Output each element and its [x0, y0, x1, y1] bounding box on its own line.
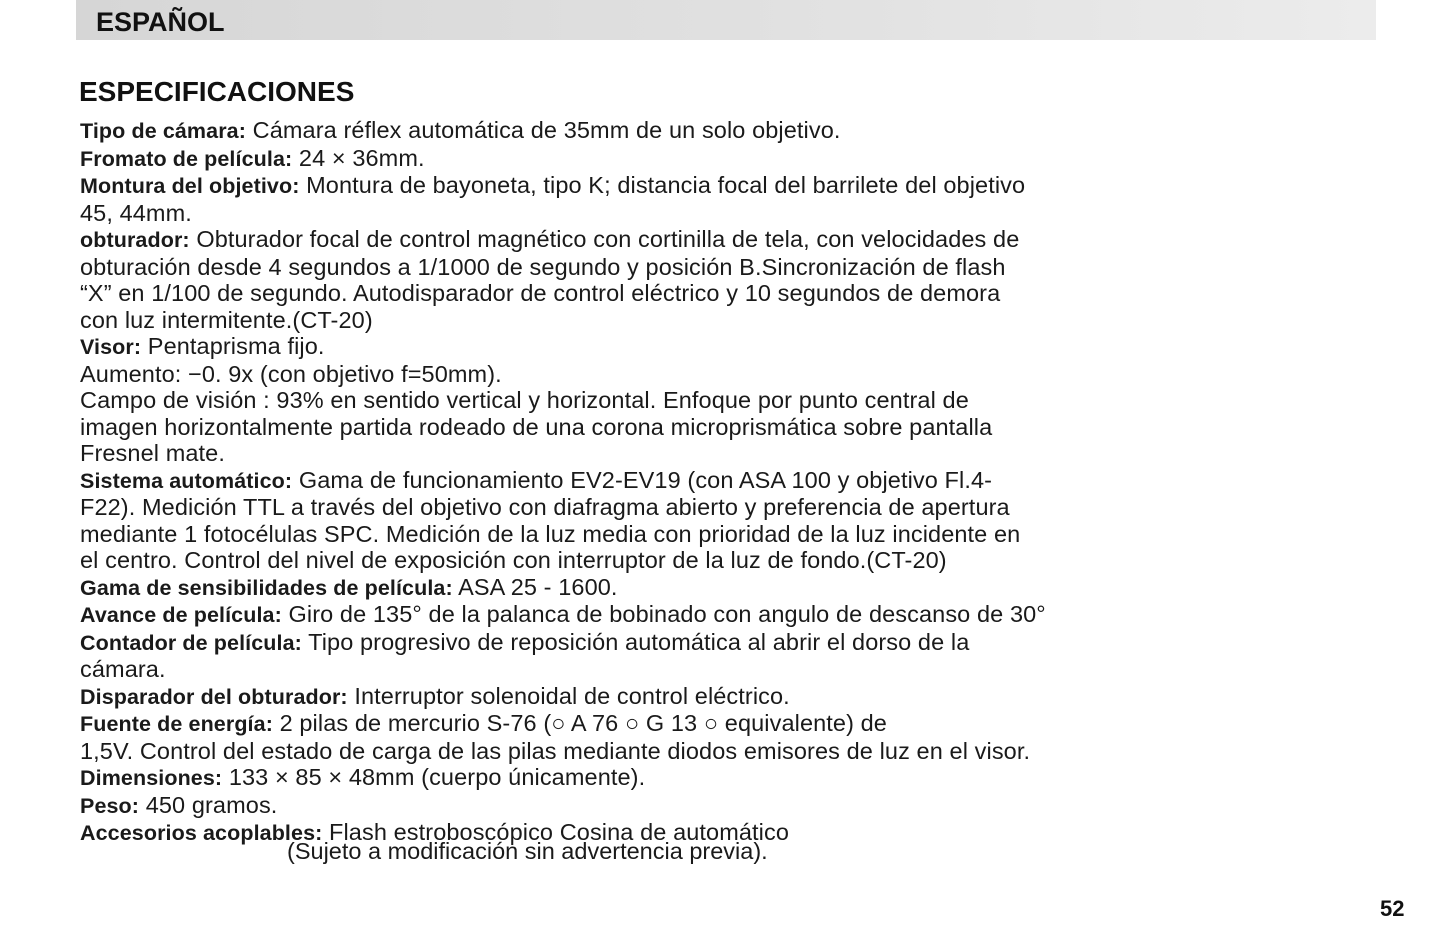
spec-value: 1,5V. Control del estado de carga de las pilas mediante diodos emisores de luz en el visor. — [80, 737, 1031, 764]
page-number: 52 — [1380, 896, 1405, 921]
spec-value: imagen horizontalmente partida rodeado de una corona microprismática sobre pantalla — [80, 413, 993, 440]
spec-auto-system — [80, 467, 1280, 574]
spec-dimensions — [80, 764, 1280, 792]
spec-weight — [80, 792, 1280, 820]
spec-film-counter — [80, 629, 1280, 683]
spec-label: Sistema automático: — [80, 468, 293, 493]
spec-label: Fuente de energía: — [80, 712, 273, 736]
disclaimer-note: (Sujeto a modificación sin advertencia previa). — [287, 838, 768, 864]
spec-value: cámara. — [80, 656, 166, 682]
spec-label: Tipo de cámara: — [80, 119, 246, 143]
spec-value: 450 gramos. — [145, 791, 278, 818]
spec-value: Tipo progresivo de reposición automática al abrir el dorso de la — [308, 628, 970, 655]
spec-value: el centro. Control del nivel de exposición con interruptor de la luz de fondo.(CT-20) — [80, 547, 947, 573]
spec-lens-mount — [80, 172, 1280, 226]
spec-value: ASA 25 - 1600. — [458, 573, 618, 600]
spec-label: Montura del objetivo: — [80, 174, 300, 198]
spec-label: Contador de película: — [80, 630, 302, 655]
spec-value: Pentaprisma fijo. — [147, 333, 325, 359]
spec-label: Accesorios acoplables: — [80, 821, 323, 845]
spec-value: Aumento: −0. 9x (con objetivo f=50mm). — [80, 360, 502, 387]
spec-film-speed-range — [80, 574, 1280, 602]
spec-value: mediante 1 fotocélulas SPC. Medición de la luz media con prioridad de la luz incidente en — [80, 520, 1021, 547]
language-title: ESPAÑOL — [96, 7, 225, 37]
section-title: ESPECIFICACIONES — [79, 76, 355, 107]
spec-camera-type — [80, 117, 1280, 145]
spec-value: Fresnel mate. — [80, 440, 225, 466]
spec-value: Gama de funcionamiento EV2-EV19 (con ASA 100 y objetivo Fl.4- — [298, 466, 993, 493]
spec-label: Avance de película: — [80, 603, 282, 627]
spec-shutter-release — [80, 683, 1280, 711]
spec-value: con luz intermitente.(CT-20) — [80, 306, 373, 333]
spec-value: 2 pilas de mercurio S-76 (○ A 76 ○ G 13 ○ equivalente) de — [279, 710, 887, 736]
spec-viewfinder — [80, 333, 1280, 467]
spec-value: 24 × 36mm. — [298, 144, 425, 171]
spec-label: obturador: — [80, 228, 190, 252]
spec-value: Obturador focal de control magnético con cortinilla de tela, con velocidades de — [196, 226, 1020, 252]
spec-value: obturación desde 4 segundos a 1/1000 de segundo y posición B.Sincronización de flash — [80, 253, 1006, 280]
spec-power-source — [80, 710, 1280, 764]
spec-value: “X” en 1/100 de segundo. Autodisparador de control eléctrico y 10 segundos de demora — [80, 280, 1001, 306]
spec-label: Fromato de película: — [80, 146, 293, 171]
spec-value: 133 × 85 × 48mm (cuerpo únicamente). — [228, 764, 646, 790]
spec-value: Interruptor solenoidal de control eléctrico. — [354, 682, 790, 709]
spec-shutter — [80, 226, 1280, 333]
spec-label: Peso: — [80, 793, 140, 818]
spec-label: Dimensiones: — [80, 766, 223, 790]
spec-value: Campo de visión : 93% en sentido vertical y horizontal. Enfoque por punto central de — [80, 387, 969, 413]
spec-film-advance — [80, 601, 1280, 629]
language-header-bar — [76, 0, 1376, 40]
spec-value: Flash estroboscópico Cosina de automático — [329, 819, 790, 845]
spec-value: Montura de bayoneta, tipo K; distancia focal del barrilete del objetivo — [306, 172, 1026, 198]
spec-label: Disparador del obturador: — [80, 684, 348, 709]
spec-value: 45, 44mm. — [80, 199, 192, 226]
spec-value: Cámara réflex automática de 35mm de un solo objetivo. — [252, 117, 841, 143]
spec-label: Visor: — [80, 335, 142, 359]
spec-film-format — [80, 145, 1280, 173]
spec-list — [80, 117, 1280, 847]
spec-label: Gama de sensibilidades de película: — [80, 575, 453, 600]
spec-value: F22). Medición TTL a través del objetivo con diafragma abierto y preferencia de apertura — [80, 494, 1010, 520]
spec-value: Giro de 135° de la palanca de bobinado con angulo de descanso de 30° — [288, 601, 1046, 627]
